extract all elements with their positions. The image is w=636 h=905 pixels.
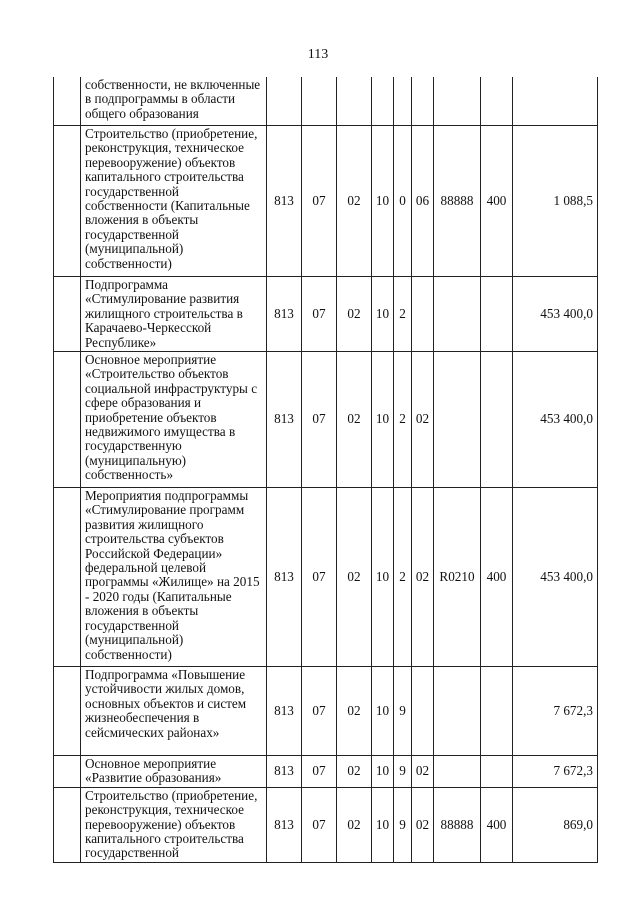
row-rz-cell: 07 bbox=[302, 667, 337, 756]
table-row bbox=[54, 352, 598, 488]
row-cs2-cell: 9 bbox=[394, 787, 412, 862]
row-cs2-cell bbox=[394, 77, 412, 126]
row-gr-cell: 813 bbox=[267, 277, 302, 352]
row-marker-cell bbox=[54, 756, 81, 788]
row-pr-cell bbox=[337, 77, 372, 126]
row-gr-cell: 813 bbox=[267, 352, 302, 488]
row-vr-cell: 400 bbox=[481, 787, 513, 862]
row-cs1-cell bbox=[372, 77, 394, 126]
row-pr-cell: 02 bbox=[337, 667, 372, 756]
row-name-cell: Основное мероприятие «Строительство объектов социальной инфраструктуры с сфере образования и приобретение объектов недвижимого имущества в государственную (муниципальную) собственность» bbox=[81, 352, 267, 488]
row-rz-cell: 07 bbox=[302, 277, 337, 352]
table-row bbox=[54, 488, 598, 667]
row-pr-cell: 02 bbox=[337, 277, 372, 352]
row-amount-cell: 453 400,0 bbox=[513, 488, 598, 667]
row-rz-cell: 07 bbox=[302, 787, 337, 862]
row-marker-cell bbox=[54, 488, 81, 667]
row-name-cell: Мероприятия подпрограммы «Стимулирование программ развития жилищного строительства субъектов Российской Федерации» федеральной целевой программы «Жилище» на 2015 - 2020 годы (Капитальные вложения в объекты государственной (муниципальной) собственности) bbox=[81, 488, 267, 667]
row-name-cell: собственности, не включенные в подпрограммы в области общего образования bbox=[81, 77, 267, 126]
row-cs4-cell bbox=[434, 352, 481, 488]
row-cs3-cell bbox=[412, 277, 434, 352]
row-cs2-cell: 2 bbox=[394, 277, 412, 352]
page-number: 113 bbox=[307, 47, 329, 62]
row-vr-cell bbox=[481, 756, 513, 788]
row-pr-cell: 02 bbox=[337, 787, 372, 862]
row-rz-cell: 07 bbox=[302, 756, 337, 788]
row-cs3-cell: 02 bbox=[412, 756, 434, 788]
row-marker-cell bbox=[54, 667, 81, 756]
table-row bbox=[54, 756, 598, 788]
row-cs1-cell: 10 bbox=[372, 126, 394, 277]
row-name-cell: Подпрограмма «Стимулирование развития жилищного строительства в Карачаево-Черкесской Республике» bbox=[81, 277, 267, 352]
row-vr-cell bbox=[481, 277, 513, 352]
row-pr-cell: 02 bbox=[337, 126, 372, 277]
row-cs4-cell: 88888 bbox=[434, 787, 481, 862]
budget-table bbox=[53, 77, 598, 863]
row-cs3-cell bbox=[412, 77, 434, 126]
row-amount-cell: 869,0 bbox=[513, 787, 598, 862]
row-vr-cell: 400 bbox=[481, 126, 513, 277]
row-amount-cell: 453 400,0 bbox=[513, 352, 598, 488]
row-amount-cell: 7 672,3 bbox=[513, 667, 598, 756]
row-amount-cell bbox=[513, 77, 598, 126]
row-cs1-cell: 10 bbox=[372, 756, 394, 788]
row-cs1-cell: 10 bbox=[372, 488, 394, 667]
row-name-cell: Основное мероприятие «Развитие образования» bbox=[81, 756, 267, 788]
table-row bbox=[54, 77, 598, 126]
row-name-cell: Строительство (приобретение, реконструкция, техническое перевооружение) объектов капитального строительства государственной bbox=[81, 787, 267, 862]
row-name-cell: Строительство (приобретение, реконструкция, техническое перевооружение) объектов капитального строительства государственной собственности (Капитальные вложения в объекты государственной (муниципальной) собственности) bbox=[81, 126, 267, 277]
row-cs3-cell: 02 bbox=[412, 787, 434, 862]
row-marker-cell bbox=[54, 352, 81, 488]
row-pr-cell: 02 bbox=[337, 352, 372, 488]
row-marker-cell bbox=[54, 77, 81, 126]
row-vr-cell bbox=[481, 77, 513, 126]
row-cs1-cell: 10 bbox=[372, 667, 394, 756]
row-gr-cell bbox=[267, 77, 302, 126]
row-gr-cell: 813 bbox=[267, 787, 302, 862]
row-cs3-cell: 06 bbox=[412, 126, 434, 277]
row-cs1-cell: 10 bbox=[372, 277, 394, 352]
row-cs3-cell: 02 bbox=[412, 352, 434, 488]
row-rz-cell: 07 bbox=[302, 126, 337, 277]
row-cs4-cell: R0210 bbox=[434, 488, 481, 667]
row-cs2-cell: 0 bbox=[394, 126, 412, 277]
table-row bbox=[54, 667, 598, 756]
row-cs4-cell bbox=[434, 277, 481, 352]
row-pr-cell: 02 bbox=[337, 756, 372, 788]
table-row bbox=[54, 126, 598, 277]
row-vr-cell: 400 bbox=[481, 488, 513, 667]
row-rz-cell bbox=[302, 77, 337, 126]
row-name-cell: Подпрограмма «Повышение устойчивости жилых домов, основных объектов и систем жизнеобеспечения в сейсмических районах» bbox=[81, 667, 267, 756]
row-pr-cell: 02 bbox=[337, 488, 372, 667]
row-cs1-cell: 10 bbox=[372, 352, 394, 488]
row-gr-cell: 813 bbox=[267, 667, 302, 756]
row-vr-cell bbox=[481, 352, 513, 488]
row-rz-cell: 07 bbox=[302, 352, 337, 488]
row-cs4-cell bbox=[434, 756, 481, 788]
row-cs1-cell: 10 bbox=[372, 787, 394, 862]
row-marker-cell bbox=[54, 787, 81, 862]
row-cs3-cell bbox=[412, 667, 434, 756]
row-marker-cell bbox=[54, 277, 81, 352]
row-amount-cell: 1 088,5 bbox=[513, 126, 598, 277]
row-cs4-cell bbox=[434, 77, 481, 126]
row-cs4-cell: 88888 bbox=[434, 126, 481, 277]
row-gr-cell: 813 bbox=[267, 488, 302, 667]
row-amount-cell: 453 400,0 bbox=[513, 277, 598, 352]
row-gr-cell: 813 bbox=[267, 126, 302, 277]
table-row bbox=[54, 277, 598, 352]
row-cs2-cell: 9 bbox=[394, 756, 412, 788]
row-cs2-cell: 2 bbox=[394, 488, 412, 667]
row-cs4-cell bbox=[434, 667, 481, 756]
row-marker-cell bbox=[54, 126, 81, 277]
row-vr-cell bbox=[481, 667, 513, 756]
row-amount-cell: 7 672,3 bbox=[513, 756, 598, 788]
row-cs3-cell: 02 bbox=[412, 488, 434, 667]
table-row bbox=[54, 787, 598, 862]
row-cs2-cell: 9 bbox=[394, 667, 412, 756]
row-cs2-cell: 2 bbox=[394, 352, 412, 488]
row-rz-cell: 07 bbox=[302, 488, 337, 667]
row-gr-cell: 813 bbox=[267, 756, 302, 788]
